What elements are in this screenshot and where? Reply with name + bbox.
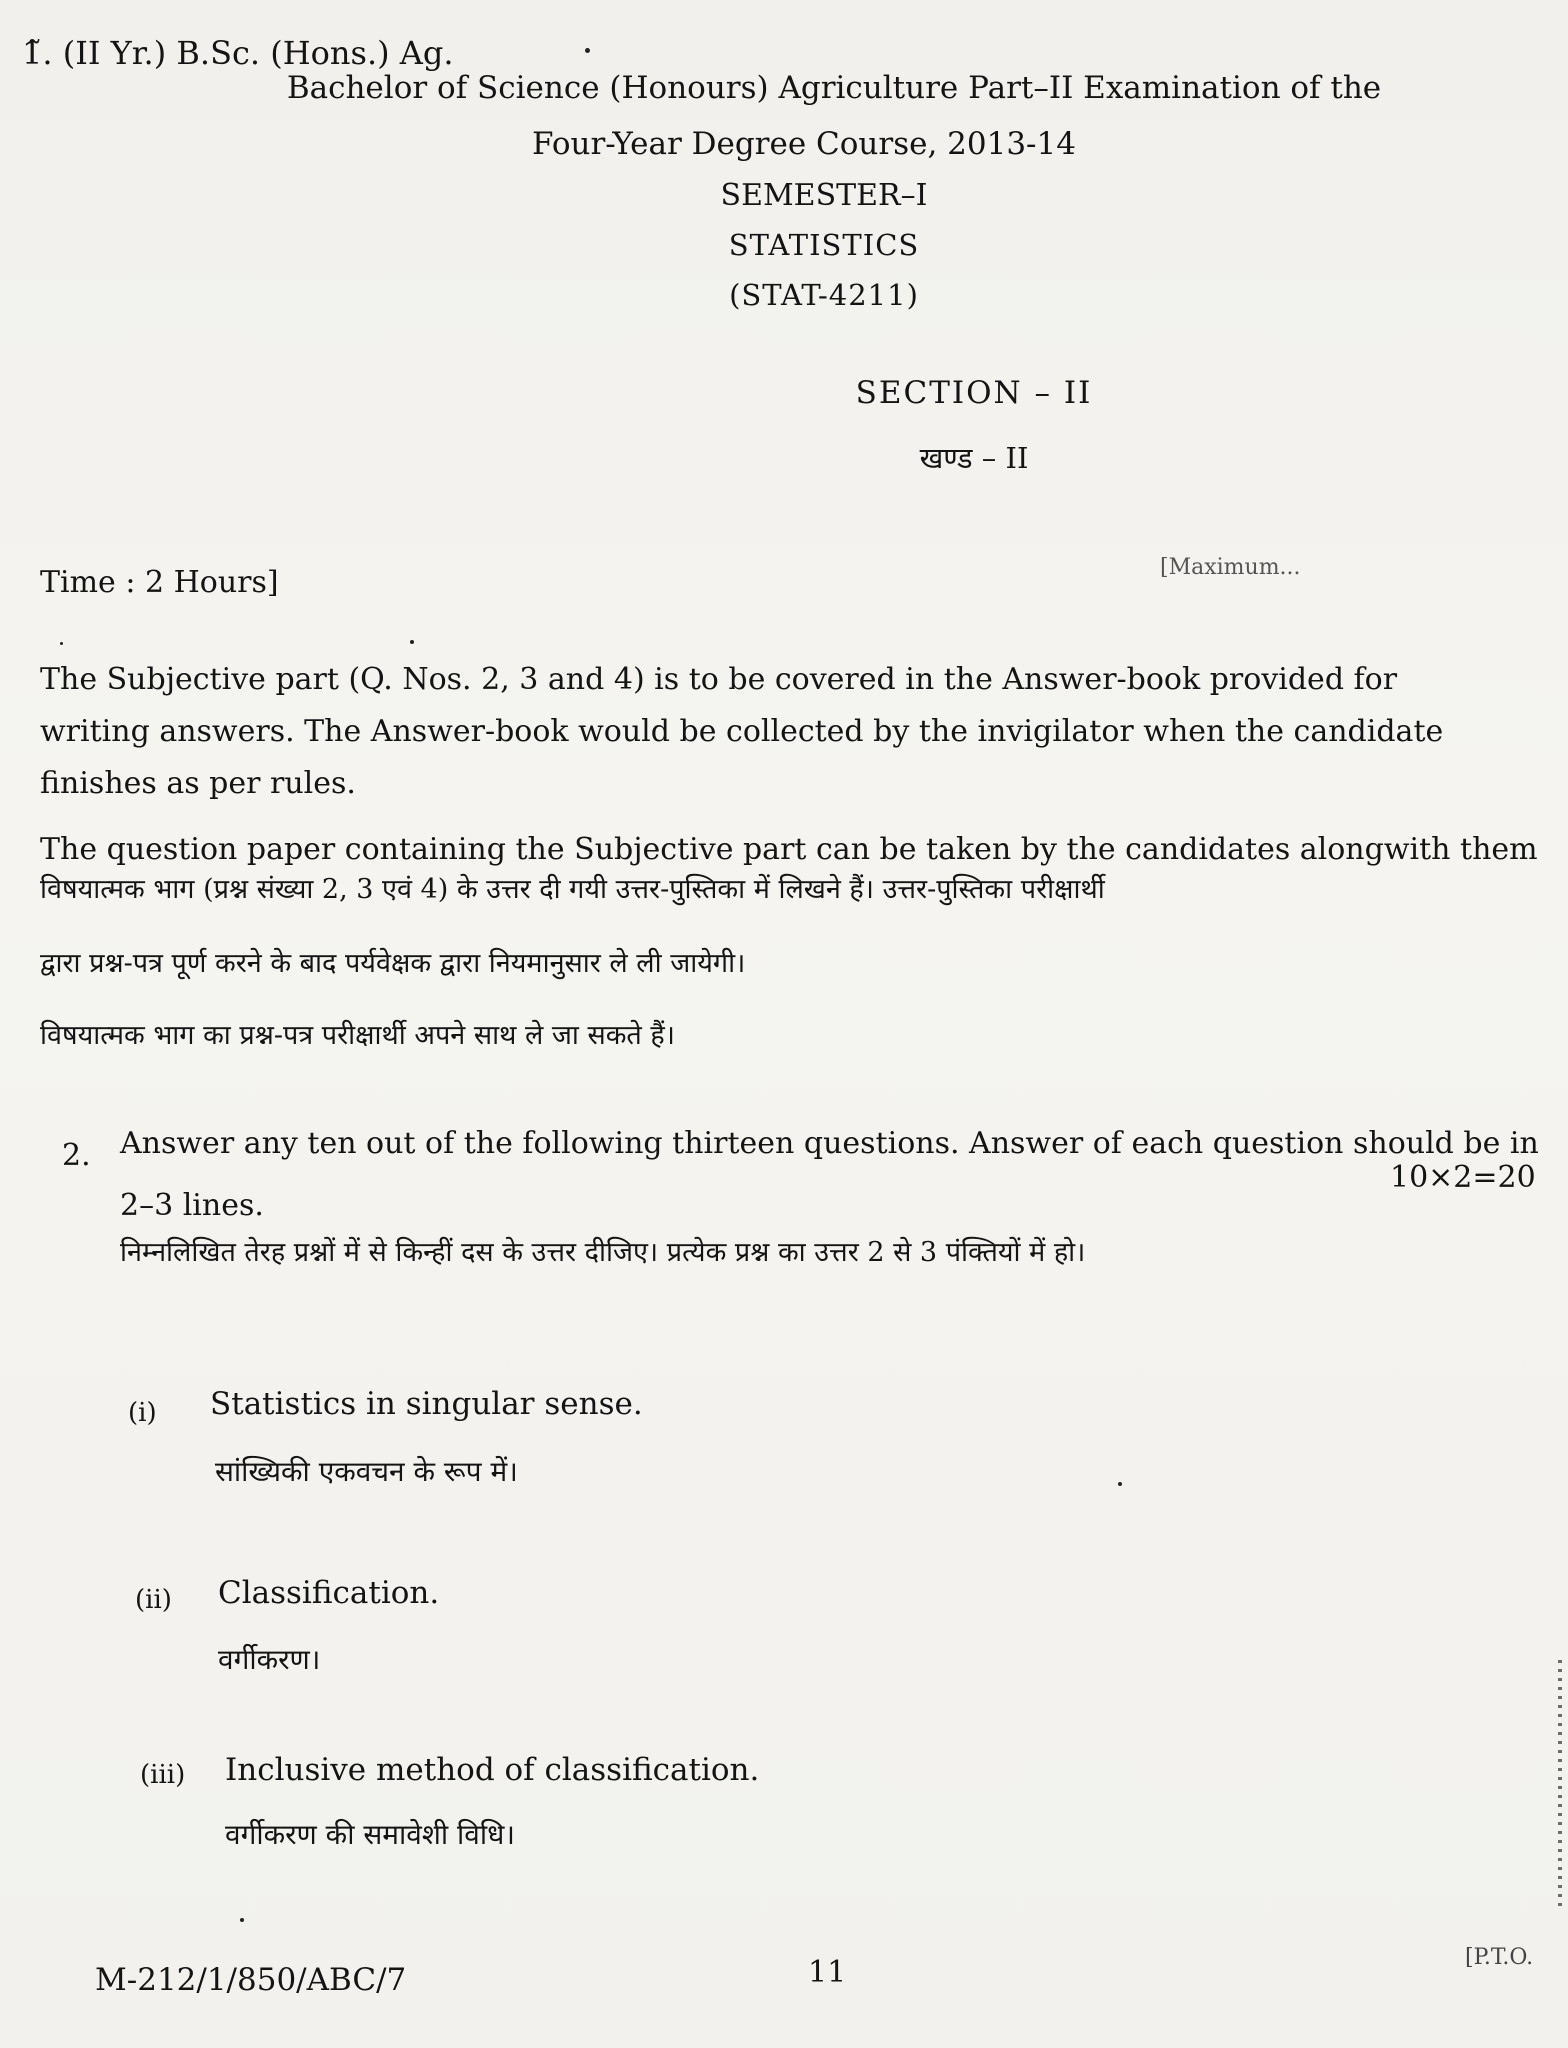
- section-heading: SECTION – II: [855, 375, 1093, 411]
- sub-question-number: (i): [128, 1398, 157, 1428]
- scan-speck: [1118, 1482, 1122, 1486]
- time-allowed: Time : 2 Hours]: [40, 565, 279, 600]
- sub-question-text: Inclusive method of classification.: [225, 1752, 760, 1788]
- course-year: Four-Year Degree Course, 2013-14: [532, 126, 1076, 162]
- instruction-line: The Subjective part (Q. Nos. 2, 3 and 4) is to be covered in the Answer-book provided for: [40, 662, 1398, 697]
- sub-question-text-hindi: सांख्यिकी एकवचन के रूप में।: [215, 1455, 518, 1488]
- instruction-line: finishes as per rules.: [40, 766, 356, 801]
- subject: STATISTICS: [728, 228, 920, 262]
- paper-code: (STAT-4211): [729, 278, 919, 312]
- sub-question-text-hindi: वर्गीकरण की समावेशी विधि।: [225, 1818, 515, 1851]
- course-code: 1̃. (II Yr.) B.Sc. (Hons.) Ag.: [22, 34, 454, 72]
- instruction-line-hindi: द्वारा प्रश्न-पत्र पूर्ण करने के बाद पर्यवेक्षक द्वारा नियमानुसार ले ली जायेगी।: [40, 948, 746, 979]
- semester: SEMESTER–I: [720, 178, 928, 213]
- continued-marker: [P.T.O.: [1465, 1945, 1534, 1970]
- question-text-hindi: निम्नलिखित तेरह प्रश्नों में से किन्हीं दस के उत्तर दीजिए। प्रत्येक प्रश्न का उत्तर 2 से 3 पंक्तियों में हो।: [120, 1237, 1086, 1268]
- question-number: 2.: [62, 1138, 91, 1173]
- question-text: 2–3 lines.: [120, 1188, 264, 1223]
- section-heading-hindi: खण्ड – II: [919, 441, 1029, 475]
- question-text: Answer any ten out of the following thirteen questions. Answer of each question should be in: [120, 1126, 1539, 1161]
- scan-speck: [240, 1918, 244, 1922]
- sub-question-number: (iii): [140, 1760, 186, 1790]
- question-marks: 10×2=20: [1390, 1160, 1536, 1195]
- exam-title: Bachelor of Science (Honours) Agriculture Part–II Examination of the: [286, 70, 1382, 106]
- instruction-line: The question paper containing the Subjective part can be taken by the candidates alongwith them: [40, 832, 1538, 867]
- paper-reference-code: M-212/1/850/ABC/7: [95, 1962, 407, 1998]
- instruction-line-hindi: विषयात्मक भाग (प्रश्न संख्या 2, 3 एवं 4) के उत्तर दी गयी उत्तर-पुस्तिका में लिखने हैं। उत्तर-पुस्तिका परीक्षार्थी: [40, 874, 1105, 905]
- instruction-line: writing answers. The Answer-book would be collected by the invigilator when the candidate: [40, 714, 1444, 749]
- maximum-marks: [Maximum...: [1160, 555, 1301, 580]
- scan-speck: [60, 642, 63, 645]
- scan-edge-mark: [1558, 1660, 1562, 1910]
- scan-speck: [585, 48, 590, 53]
- sub-question-text: Classification.: [218, 1575, 440, 1611]
- sub-question-text-hindi: वर्गीकरण।: [218, 1643, 321, 1676]
- sub-question-number: (ii): [135, 1585, 172, 1615]
- scan-speck: [410, 640, 414, 644]
- page-number: 11: [808, 1955, 847, 1990]
- instruction-line-hindi: विषयात्मक भाग का प्रश्न-पत्र परीक्षार्थी अपने साथ ले जा सकते हैं।: [40, 1020, 675, 1051]
- sub-question-text: Statistics in singular sense.: [210, 1386, 643, 1422]
